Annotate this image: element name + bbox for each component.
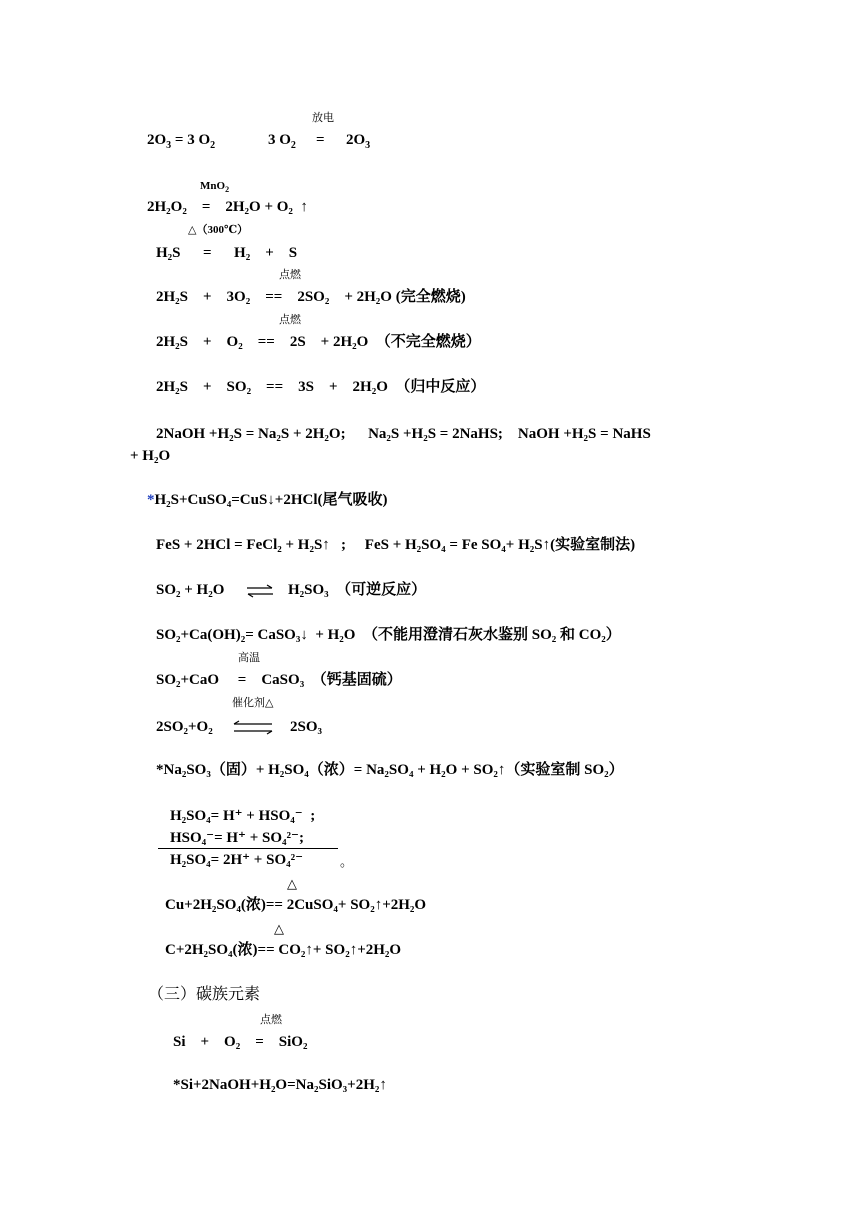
equation-si-o2: Si + O₂ = SiO₂ <box>173 1034 308 1050</box>
period-mark: 。 <box>340 854 354 869</box>
condition-mno2: MnO$_2$ <box>200 180 230 195</box>
star-marker: * <box>147 492 155 508</box>
equation-si-naoh: *Si+2NaOH+H₂O=Na₂SiO₃+2H₂↑ <box>173 1077 387 1093</box>
ionization-step1: H₂SO₄= H⁺ + HSO₄⁻ ; <box>170 808 316 824</box>
ionization-step2: HSO₄⁻= H⁺ + SO₄²⁻; <box>170 830 304 846</box>
equation-oxygen-to-ozone-right: $2O_3$ <box>346 132 371 151</box>
condition-ignite-3: 点燃 <box>260 1014 282 1026</box>
condition-high-temp: 高温 <box>238 652 260 664</box>
equation-so2-oxidation-left: 2SO₂+O₂ <box>156 719 213 735</box>
condition-catalyst-heat: 催化剂△ <box>232 697 274 709</box>
condition-ignite-1: 点燃 <box>279 269 301 281</box>
section-heading-carbon-group: （三）碳族元素 <box>148 986 261 1003</box>
reversible-arrow-icon <box>232 719 274 737</box>
equation-na2so3-lab-prep: *Na₂SO₃（固）+ H₂SO₄（浓）= Na₂SO₄ + H₂O + SO₂↑（实验室制 SO₂） <box>156 762 624 778</box>
condition-300c: △（300℃） <box>188 224 249 236</box>
equation-h2s-complete-combustion: 2H₂S + 3O₂ == 2SO₂ + 2H₂O (完全燃烧) <box>156 289 466 305</box>
equation-naoh-h2s-line2: + H₂O <box>130 448 171 464</box>
reversible-arrow-icon <box>246 582 274 600</box>
sum-rule-divider <box>158 848 338 849</box>
equation-ozone-decompose: $2O_3 = 3$ $O_2$ <box>147 132 216 151</box>
ionization-total: H₂SO₄= 2H⁺ + SO₄²⁻ <box>170 852 304 868</box>
equation-h2s-cuso4: *H₂S+CuSO₄=CuS↓+2HCl(尾气吸收) <box>147 492 388 508</box>
condition-ignite-2: 点燃 <box>279 314 301 326</box>
equation-oxygen-to-ozone-left: 3 $O_2$ <box>268 132 296 151</box>
equation-h2s-decompose: H₂S = H₂ + S <box>156 245 298 261</box>
equation-h2o2-decompose: 2H₂O₂ = 2H₂O + O₂ ↑ <box>147 199 308 215</box>
equation-so2-h2o-right: H₂SO₃ （可逆反应） <box>288 582 427 598</box>
equation-so2-limewater: SO₂+Ca(OH)₂= CaSO₃↓ + H₂O （不能用澄清石灰水鉴别 SO₂ 和 CO₂） <box>156 627 621 643</box>
equation-c-conc-h2so4: C+2H₂SO₄(浓)== CO₂↑+ SO₂↑+2H₂O <box>165 942 402 958</box>
condition-heat-2: △ <box>274 921 284 936</box>
equals-sign: = <box>316 132 325 148</box>
equation-h2s-incomplete-combustion: 2H₂S + O₂ == 2S + 2H₂O （不完全燃烧） <box>156 334 481 350</box>
condition-heat-1: △ <box>287 876 297 891</box>
equation-so2-cao: SO₂+CaO = CaSO₃ （钙基固硫） <box>156 672 402 688</box>
equation-so2-oxidation-right: 2SO₃ <box>290 719 323 735</box>
equation-h2s-so2: 2H₂S + SO₂ == 3S + 2H₂O （归中反应） <box>156 379 486 395</box>
equation-so2-h2o-left: SO₂ + H₂O <box>156 582 225 598</box>
equation-cu-conc-h2so4: Cu+2H₂SO₄(浓)== 2CuSO₄+ SO₂↑+2H₂O <box>165 897 427 913</box>
equation-fes-lab-prep: FeS + 2HCl = FeCl₂ + H₂S↑ ; FeS + H₂SO₄ = Fe SO₄+ H₂S↑(实验室制法) <box>156 537 636 553</box>
condition-discharge: 放电 <box>312 112 334 124</box>
equation-naoh-h2s-line1: 2NaOH +H₂S = Na₂S + 2H₂O; Na₂S +H₂S = 2NaHS; NaOH +H₂S = NaHS <box>156 426 651 442</box>
